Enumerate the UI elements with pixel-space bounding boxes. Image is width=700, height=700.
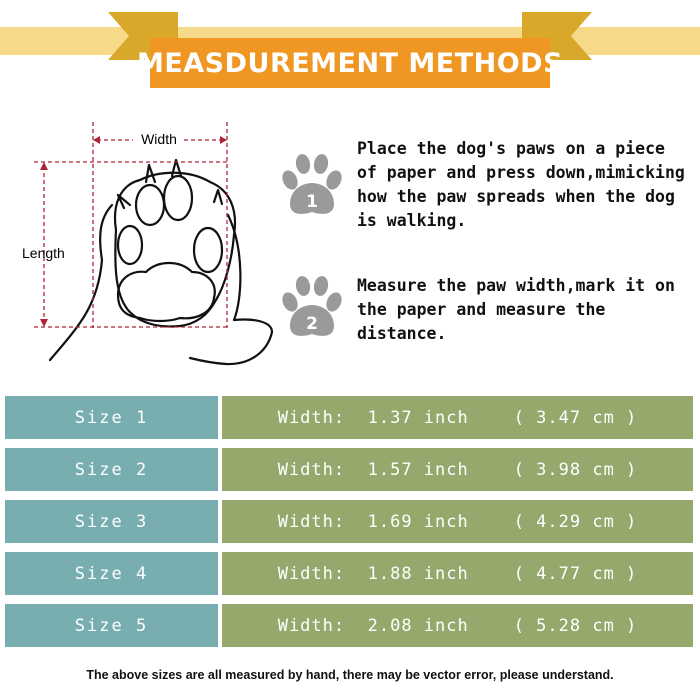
title-banner (136, 38, 564, 88)
width-label: Width (141, 131, 177, 147)
step-number: 2 (306, 314, 318, 334)
length-label: Length (22, 245, 65, 261)
width-cell: Width: 1.37 inch ( 3.47 cm ) (222, 396, 693, 439)
width-cell: Width: 2.08 inch ( 5.28 cm ) (222, 604, 693, 647)
step-1-text: Place the dog's paws on a piece of paper and press down,mimicking how the paw spreads when the dog is walking. (357, 139, 685, 230)
size-cell: Size 2 (5, 448, 218, 491)
table-row (5, 604, 693, 647)
step-2-text: Measure the paw width,mark it on the paper and measure the distance. (357, 276, 675, 343)
size-cell: Size 5 (5, 604, 218, 647)
paw-print-icon (276, 272, 348, 344)
width-cell: Width: 1.57 inch ( 3.98 cm ) (222, 448, 693, 491)
table-row (5, 552, 693, 595)
size-cell: Size 3 (5, 500, 218, 543)
paw-print-icon (276, 150, 348, 222)
table-row (5, 396, 693, 439)
step-number: 1 (306, 192, 318, 212)
page-title: MEASDUREMENT METHODS (136, 47, 564, 79)
paw-measurement-diagram (20, 110, 280, 380)
table-row (5, 448, 693, 491)
width-cell: Width: 1.88 inch ( 4.77 cm ) (222, 552, 693, 595)
footnote: The above sizes are all measured by hand, there may be vector error, please understand. (86, 668, 614, 682)
table-row (5, 500, 693, 543)
width-cell: Width: 1.69 inch ( 4.29 cm ) (222, 500, 693, 543)
size-cell: Size 4 (5, 552, 218, 595)
size-cell: Size 1 (5, 396, 218, 439)
